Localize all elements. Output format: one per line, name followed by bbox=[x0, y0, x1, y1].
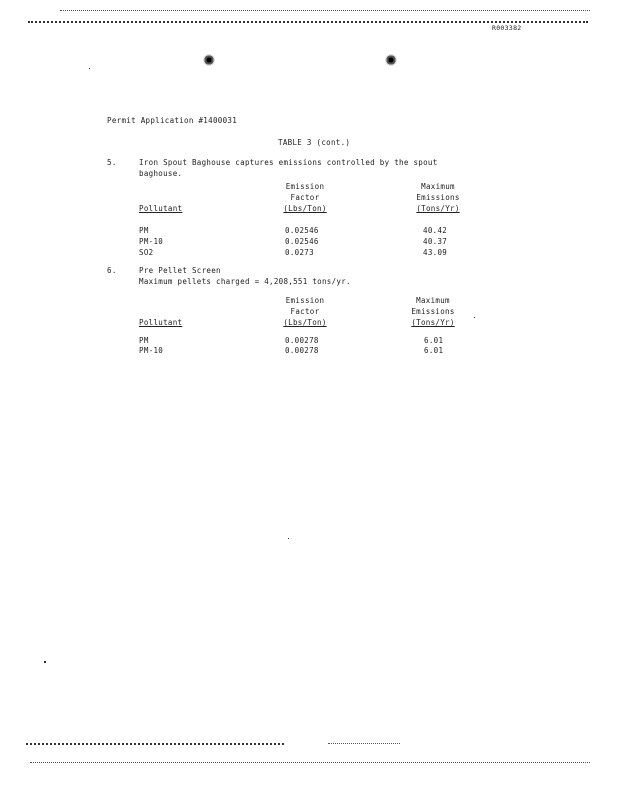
s5-row-factor: 0.02546 bbox=[285, 226, 319, 235]
s5-ef-header-line3: (Lbs/Ton) bbox=[283, 204, 327, 213]
s5-row-emissions: 40.37 bbox=[423, 237, 448, 246]
bottom-scan-artifact-line bbox=[30, 762, 590, 763]
doc-id: R003382 bbox=[492, 24, 522, 32]
scan-speck bbox=[44, 661, 46, 663]
header-line: Permit Application #1400031 bbox=[107, 116, 238, 125]
s5-me-header-line2: Emissions bbox=[416, 193, 460, 202]
table-title: TABLE 3 (cont.) bbox=[278, 138, 351, 147]
bottom-border-line-right bbox=[328, 743, 400, 744]
scan-speck bbox=[288, 538, 289, 539]
s5-row-pollutant: PM bbox=[139, 226, 149, 235]
s5-row-factor: 0.02546 bbox=[285, 237, 319, 246]
s6-me-header-line3: (Tons/Yr) bbox=[411, 318, 455, 327]
section-6-text-line1: Pre Pellet Screen bbox=[139, 266, 221, 275]
s6-ef-header-line2: Factor bbox=[290, 307, 320, 316]
s6-row-factor: 0.00278 bbox=[285, 346, 319, 355]
s6-pollutant-header: Pollutant bbox=[139, 318, 183, 327]
s5-row-pollutant: PM-10 bbox=[139, 237, 164, 246]
punch-hole-right bbox=[385, 54, 397, 66]
s6-ef-header-line1: Emission bbox=[285, 296, 325, 305]
section-6-number: 6. bbox=[107, 266, 117, 275]
section-5-number: 5. bbox=[107, 158, 117, 167]
bottom-border-line bbox=[26, 743, 284, 745]
s5-row-emissions: 40.42 bbox=[423, 226, 448, 235]
scan-speck bbox=[89, 68, 90, 69]
s6-me-header-line2: Emissions bbox=[411, 307, 455, 316]
s6-me-header-line1: Maximum bbox=[416, 296, 450, 305]
s5-me-header-line1: Maximum bbox=[421, 182, 455, 191]
s5-ef-header-line1: Emission bbox=[285, 182, 325, 191]
s5-me-header-line3: (Tons/Yr) bbox=[416, 204, 460, 213]
s6-row-pollutant: PM bbox=[139, 336, 149, 345]
scan-speck bbox=[474, 317, 475, 318]
s6-row-emissions: 6.01 bbox=[424, 336, 444, 345]
section-6-text-line2: Maximum pellets charged = 4,208,551 tons/yr. bbox=[139, 277, 351, 286]
s5-row-factor: 0.0273 bbox=[285, 248, 314, 257]
top-border-line bbox=[28, 21, 588, 23]
s6-row-emissions: 6.01 bbox=[424, 346, 444, 355]
s6-row-pollutant: PM-10 bbox=[139, 346, 164, 355]
section-5-text-line2: baghouse. bbox=[139, 169, 183, 178]
s5-pollutant-header: Pollutant bbox=[139, 204, 183, 213]
s6-row-factor: 0.00278 bbox=[285, 336, 319, 345]
punch-hole-left bbox=[203, 54, 215, 66]
s5-row-emissions: 43.09 bbox=[423, 248, 448, 257]
section-5-text-line1: Iron Spout Baghouse captures emissions controlled by the spout bbox=[139, 158, 438, 167]
top-scan-artifact-line bbox=[60, 10, 590, 11]
s5-ef-header-line2: Factor bbox=[290, 193, 320, 202]
s6-ef-header-line3: (Lbs/Ton) bbox=[283, 318, 327, 327]
s5-row-pollutant: SO2 bbox=[139, 248, 154, 257]
